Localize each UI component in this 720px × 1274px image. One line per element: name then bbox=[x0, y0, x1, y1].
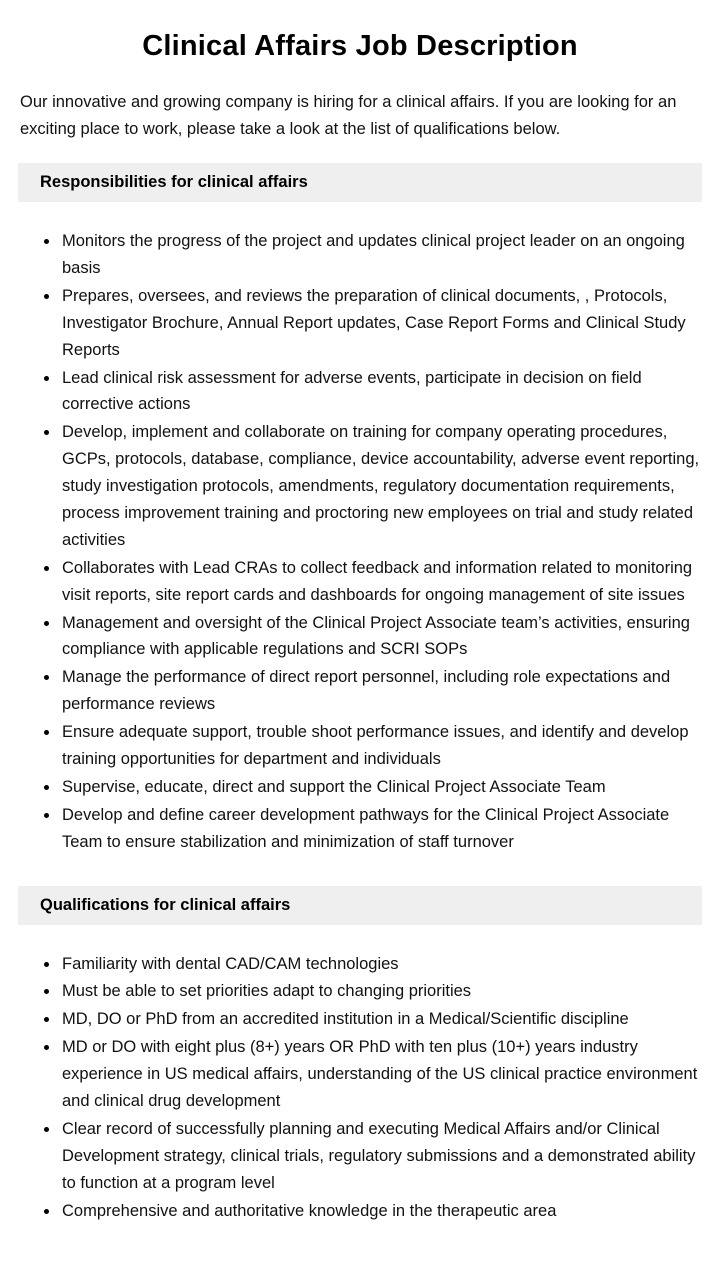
list-item: Supervise, educate, direct and support the Clinical Project Associate Team bbox=[44, 774, 700, 801]
list-item: Comprehensive and authoritative knowledge in the therapeutic area bbox=[44, 1198, 700, 1225]
list-item: Collaborates with Lead CRAs to collect feedback and information related to monitoring visit reports, site report cards and dashboards for ongoing management of site issues bbox=[44, 555, 700, 609]
intro-paragraph: Our innovative and growing company is hiring for a clinical affairs. If you are looking for an exciting place to work, please take a look at the list of qualifications below. bbox=[20, 93, 677, 139]
list-item: Monitors the progress of the project and updates clinical project leader on an ongoing basis bbox=[44, 228, 700, 282]
section-heading-responsibilities: Responsibilities for clinical affairs bbox=[40, 173, 308, 192]
page-title: Clinical Affairs Job Description bbox=[142, 30, 578, 62]
list-item: Manage the performance of direct report personnel, including role expectations and performance reviews bbox=[44, 664, 700, 718]
responsibilities-list bbox=[20, 228, 700, 855]
list-item: Develop, implement and collaborate on training for company operating procedures, GCPs, protocols, database, compliance, device accountability, adverse event reporting, study investigation protocols, amendments, regulatory documentation requirements, process improvement training and proctoring new employees on trial and study related activities bbox=[44, 419, 700, 553]
list-item: Develop and define career development pathways for the Clinical Project Associate Team to ensure stabilization and minimization of staff turnover bbox=[44, 802, 700, 856]
list-item: MD, DO or PhD from an accredited institution in a Medical/Scientific discipline bbox=[44, 1006, 700, 1033]
qualifications-list bbox=[20, 951, 700, 1225]
list-item: Familiarity with dental CAD/CAM technologies bbox=[44, 951, 700, 978]
list-item: Prepares, oversees, and reviews the preparation of clinical documents, , Protocols, Investigator Brochure, Annual Report updates, Case Report Forms and Clinical Study Reports bbox=[44, 283, 700, 364]
section-heading-qualifications: Qualifications for clinical affairs bbox=[40, 895, 291, 914]
list-item: Lead clinical risk assessment for adverse events, participate in decision on field corrective actions bbox=[44, 365, 700, 419]
list-item: Must be able to set priorities adapt to changing priorities bbox=[44, 978, 700, 1005]
list-item: Management and oversight of the Clinical Project Associate team’s activities, ensuring compliance with applicable regulations and SCRI SOPs bbox=[44, 610, 700, 664]
list-item: Clear record of successfully planning and executing Medical Affairs and/or Clinical Development strategy, clinical trials, regulatory submissions and a demonstrated ability to function at a program level bbox=[44, 1116, 700, 1197]
list-item: MD or DO with eight plus (8+) years OR PhD with ten plus (10+) years industry experience in US medical affairs, understanding of the US clinical practice environment and clinical drug development bbox=[44, 1034, 700, 1115]
list-item: Ensure adequate support, trouble shoot performance issues, and identify and develop training opportunities for department and individuals bbox=[44, 719, 700, 773]
section-bar-qualifications bbox=[18, 886, 702, 925]
section-bar-responsibilities bbox=[18, 163, 702, 202]
